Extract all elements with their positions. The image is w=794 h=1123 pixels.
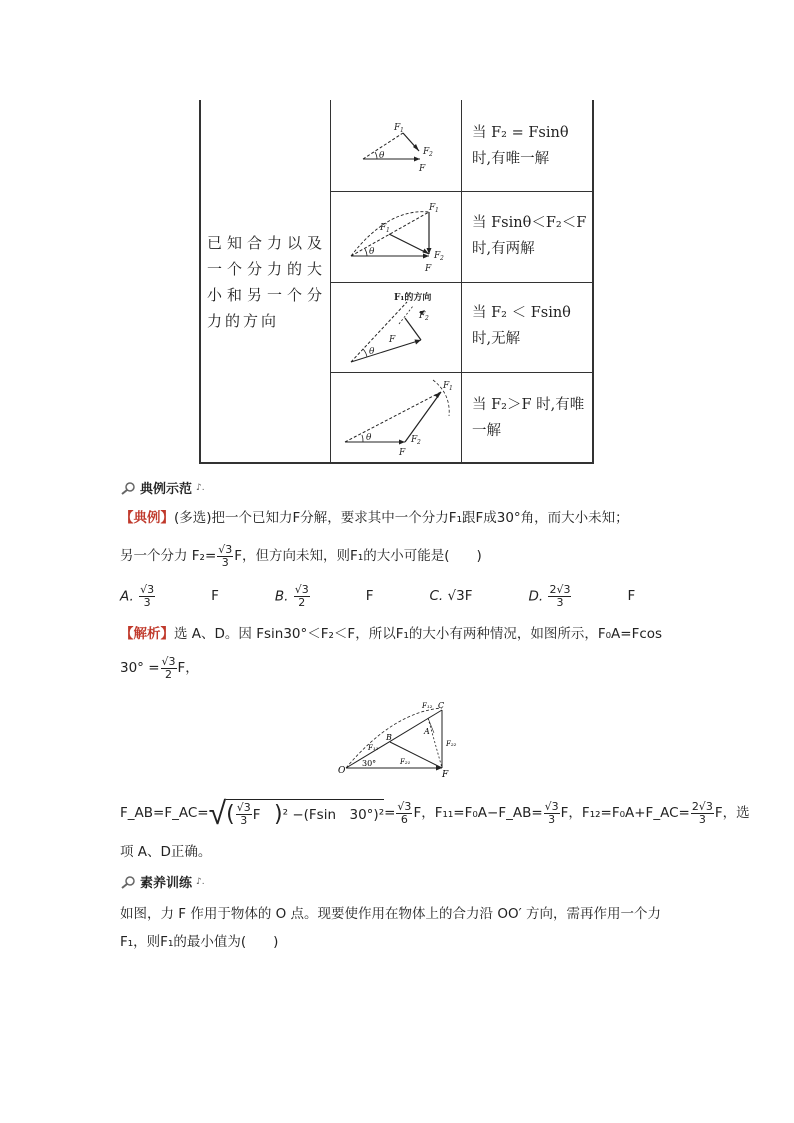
f-label: F xyxy=(419,164,426,174)
svg-text:F: F xyxy=(429,203,436,213)
analysis-equation: F_AB=F_AC= √ ( $\frac{√3}{3}$ F ) ² −(Fsin 30°)² = $\frac{√3}{6}$ F，F₁₁=F₀A−F_AB= $\frac{√3}{3}$ F，F₁₂=F₀A+F_AC= $\frac{2√3}{3}$ F，选 xyxy=(120,794,750,832)
svg-text:F₁₁: F₁₁ xyxy=(368,744,379,752)
svg-text:F₁的方向: F₁的方向 xyxy=(394,293,432,303)
example-tag: 【典例】 xyxy=(120,510,174,526)
condition-text: 已知合力以及一个分力的大小和另一个分力的方向 xyxy=(207,234,325,330)
svg-text:F: F xyxy=(389,335,396,345)
svg-text:F₂₂: F₂₂ xyxy=(446,740,457,748)
example-section-header xyxy=(120,478,205,497)
f1-label: F xyxy=(394,123,401,133)
option-c[interactable]: C. √3F xyxy=(429,588,473,604)
radical-sign: √ xyxy=(208,794,227,832)
svg-text:F: F xyxy=(443,381,450,391)
fraction-sqrt3-over-3: $\frac{√3}{3}$ xyxy=(218,542,233,569)
svg-text:O: O xyxy=(338,766,346,776)
analysis-line-2: 30° = $\frac{√3}{2}$ F， xyxy=(120,654,199,681)
svg-text:1: 1 xyxy=(400,127,404,134)
svg-text:2: 2 xyxy=(440,255,444,262)
example-options xyxy=(120,578,691,614)
analysis-diagram xyxy=(338,700,466,780)
row3-diagram xyxy=(333,284,460,372)
svg-text:θ: θ xyxy=(369,347,375,357)
header-tail-icon: ♪. xyxy=(196,876,205,887)
svg-text:F: F xyxy=(434,251,441,261)
svg-text:F: F xyxy=(419,311,426,321)
analysis-tag: 【解析】 xyxy=(120,626,174,642)
magnifier-icon xyxy=(120,481,136,495)
row2-result: 当 Fsinθ＜F₂＜F 时,有两解 xyxy=(472,215,587,257)
example-line-2: 另一个分力 F₂= $\frac{√3}{3}$ F，但方向未知，则F₁的大小可能是( ) xyxy=(120,542,482,569)
f2-label: F xyxy=(423,147,430,157)
option-b[interactable]: B. $\frac{√3}{2}$ F xyxy=(274,582,374,609)
svg-text:F: F xyxy=(425,264,432,274)
training-line-2: F₁，则F₁的最小值为( ) xyxy=(120,934,279,950)
row2-diagram xyxy=(333,194,460,282)
example-line-1: 【典例】(多选)把一个已知力F分解，要求其中一个分力F₁跟F成30°角，而大小未知； xyxy=(120,510,629,526)
svg-text:F: F xyxy=(399,448,406,458)
svg-text:1: 1 xyxy=(386,227,390,234)
training-header-text: 素养训练 xyxy=(140,876,193,891)
svg-text:F: F xyxy=(442,770,449,780)
svg-text:1: 1 xyxy=(449,385,453,392)
svg-text:θ: θ xyxy=(369,247,375,257)
analysis-line-1: 【解析】选 A、D。因 Fsin30°＜F₂＜F，所以F₁的大小有两种情况，如图所示，F₀A=Fcos xyxy=(120,626,663,642)
training-section-header xyxy=(120,872,205,891)
radicand: ( $\frac{√3}{3}$ F ) ² −(Fsin 30°)² xyxy=(226,801,385,827)
theta-label: θ xyxy=(379,151,385,161)
svg-text:1: 1 xyxy=(435,207,439,214)
svg-text:30°: 30° xyxy=(362,759,377,768)
option-d[interactable]: D. $\frac{2√3}{3}$ F xyxy=(528,582,636,609)
example-header-text: 典例示范 xyxy=(140,482,193,497)
svg-text:C: C xyxy=(438,701,445,710)
svg-text:2: 2 xyxy=(425,315,429,322)
row1-result: 当 F₂ = Fsinθ 时,有唯一解 xyxy=(472,125,569,167)
svg-text:B: B xyxy=(386,733,392,742)
svg-text:θ: θ xyxy=(366,433,372,443)
svg-text:F₁₂: F₁₂ xyxy=(422,702,433,710)
row3-result: 当 F₂ ＜ Fsinθ 时,无解 xyxy=(472,305,571,347)
row1-diagram xyxy=(333,103,460,191)
row4-result: 当 F₂＞F 时,有唯一解 xyxy=(472,397,585,439)
row4-diagram xyxy=(333,374,460,462)
table-condition-cell xyxy=(201,102,331,462)
svg-text:2: 2 xyxy=(417,439,421,446)
svg-text:A: A xyxy=(424,727,430,736)
analysis-conclusion: 项 A、D正确。 xyxy=(120,844,212,860)
header-tail-icon: ♪. xyxy=(196,482,205,493)
svg-text:F₂₁: F₂₁ xyxy=(400,758,411,766)
training-line-1: 如图，力 F 作用于物体的 O 点。现要使作用在物体上的合力沿 OO′ 方向，需再作用一个力 xyxy=(120,906,661,922)
svg-text:2: 2 xyxy=(429,151,433,158)
magnifier-icon xyxy=(120,875,136,889)
option-a[interactable]: A. $\frac{√3}{3}$ F xyxy=(120,582,219,609)
svg-text:F: F xyxy=(411,435,418,445)
svg-text:F: F xyxy=(380,223,387,233)
